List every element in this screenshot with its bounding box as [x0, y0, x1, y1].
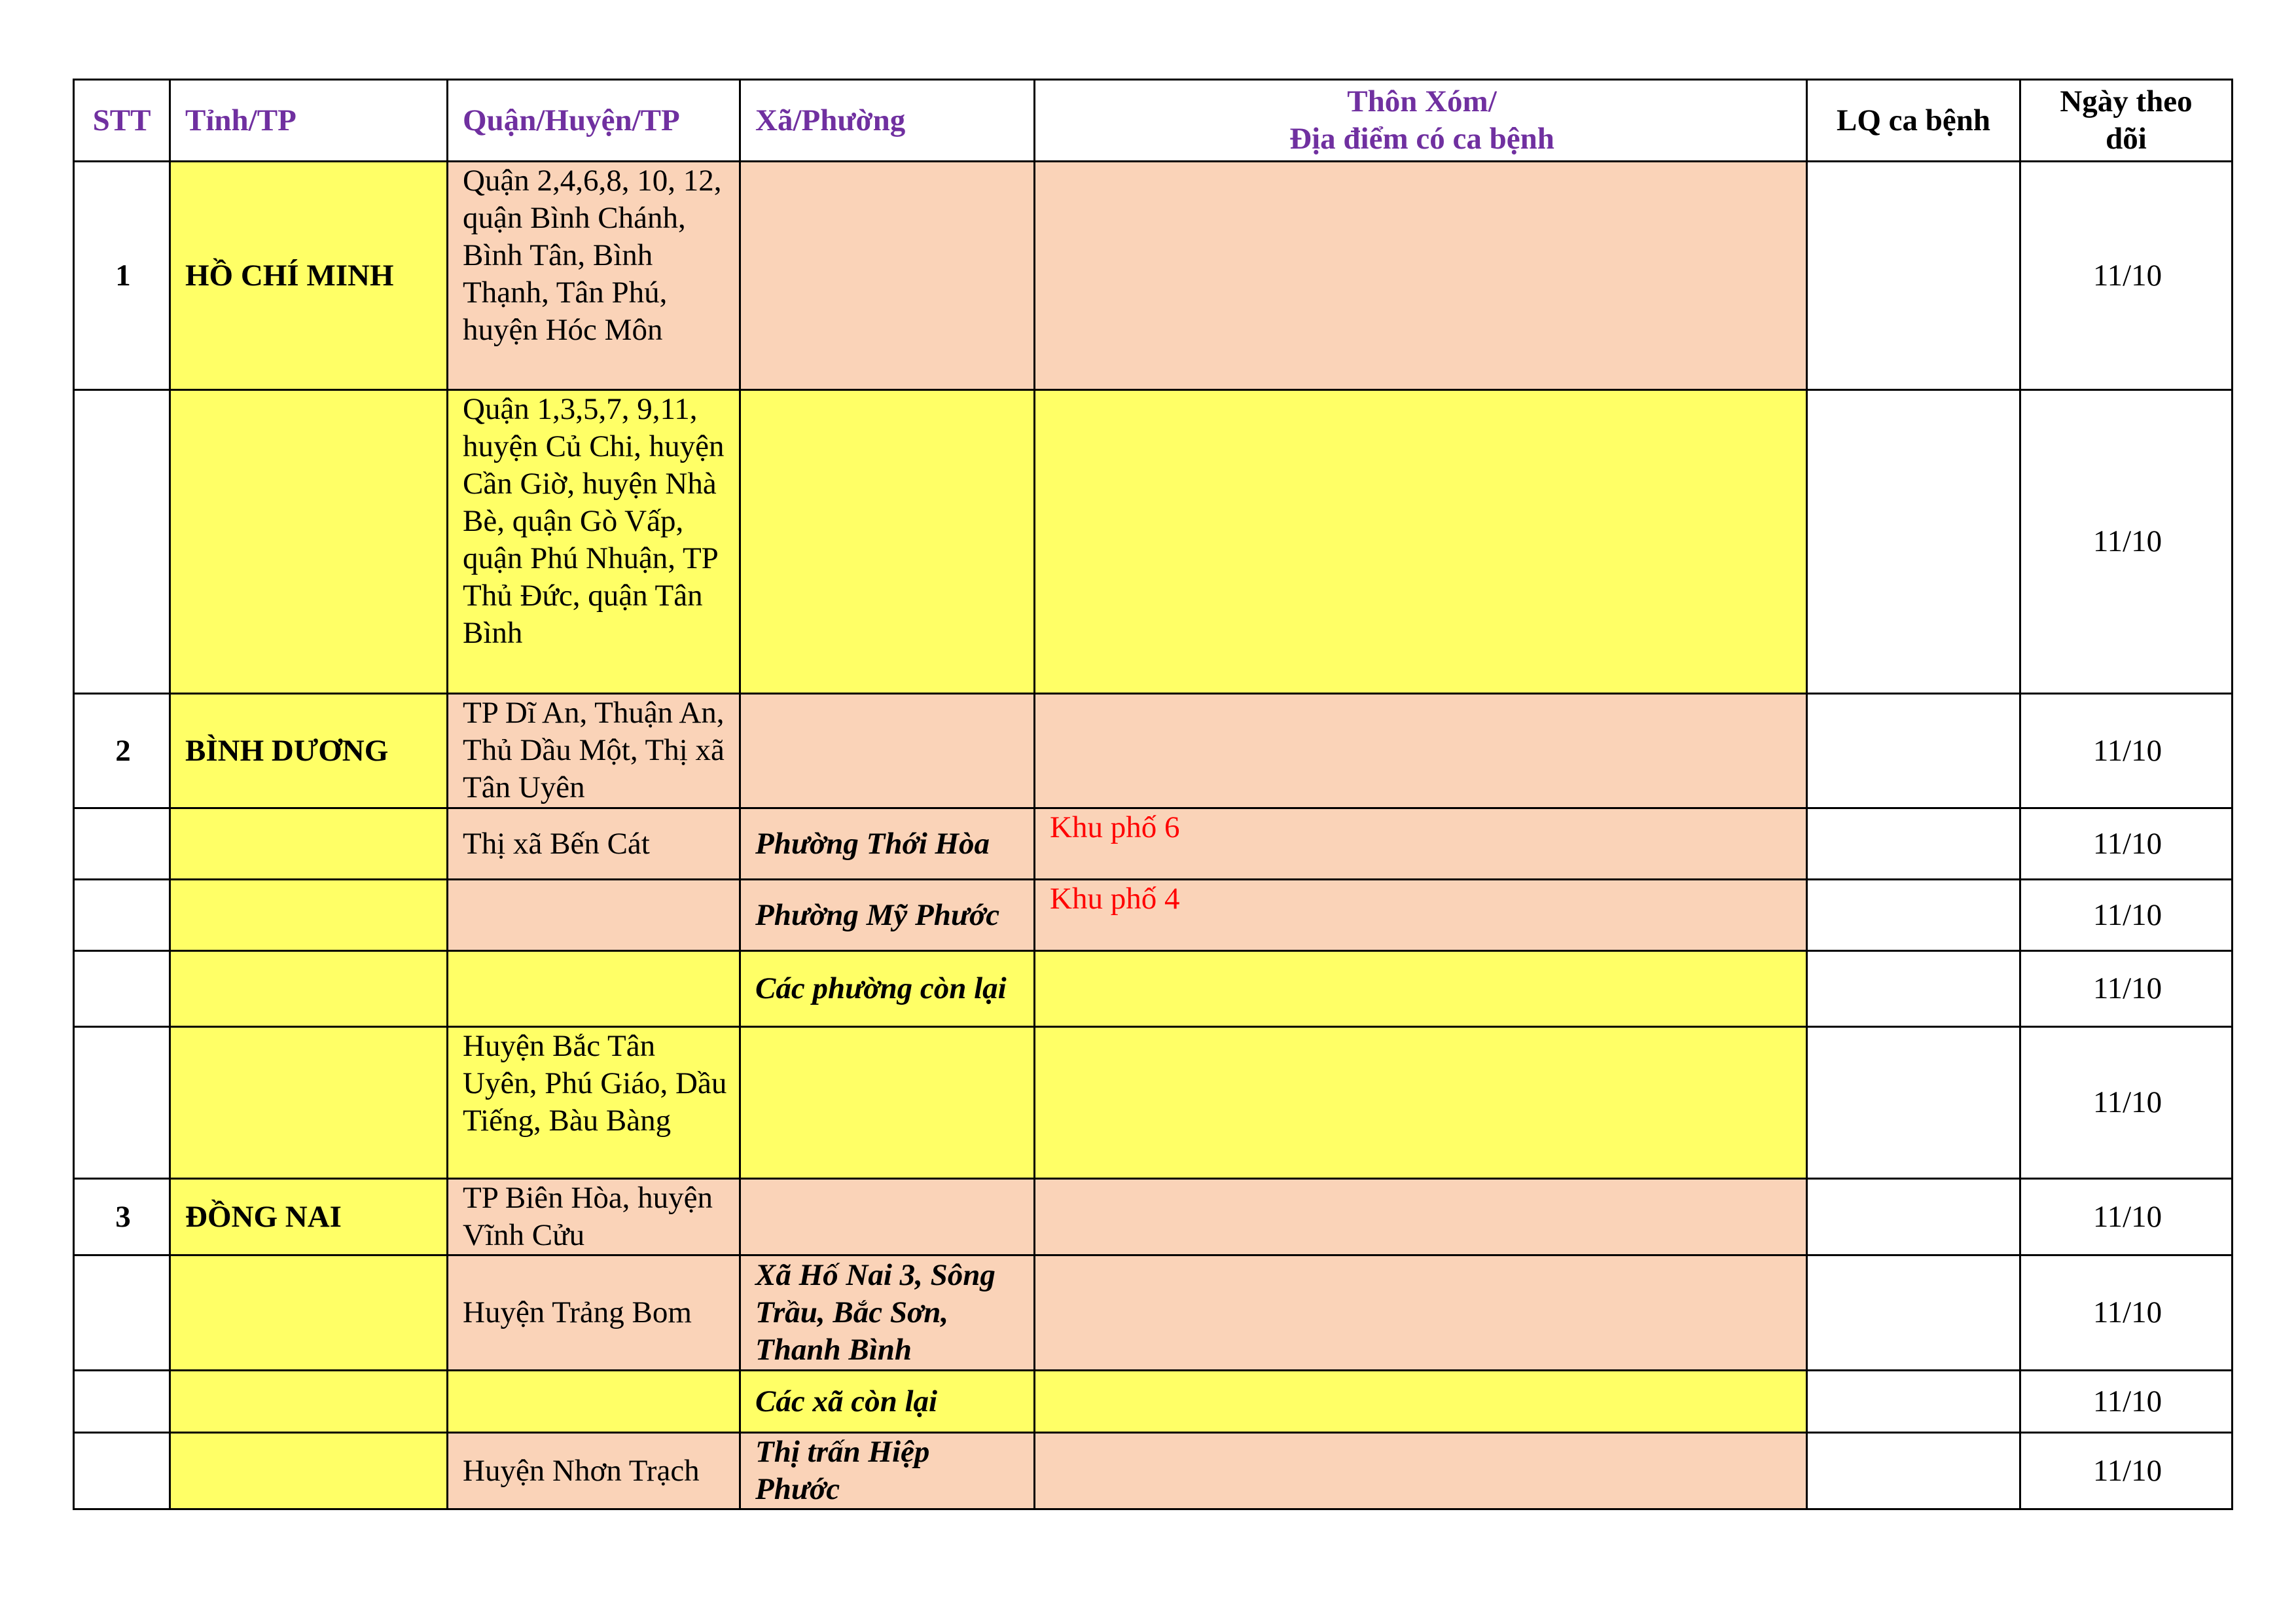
- province-cell: [170, 1371, 448, 1433]
- province-cell: ĐỒNG NAI: [170, 1179, 448, 1255]
- lq-cell: [1807, 880, 2020, 951]
- table-row: [74, 808, 2233, 880]
- stt-cell: 3: [74, 1179, 170, 1255]
- lq-cell: [1807, 1371, 2020, 1433]
- table-row: [74, 162, 2233, 390]
- lq-cell: [1807, 162, 2020, 390]
- place-cell: [1035, 1255, 1807, 1371]
- header-place: [1035, 80, 1807, 162]
- date-cell: 11/10: [2020, 1255, 2233, 1371]
- ward-cell: Thị trấn Hiệp Phước: [740, 1433, 1035, 1509]
- ward-cell: Các phường còn lại: [740, 951, 1035, 1027]
- lq-cell: [1807, 951, 2020, 1027]
- province-cell: [170, 808, 448, 880]
- header-ward: Xã/Phường: [740, 80, 1035, 162]
- district-cell: Huyện Trảng Bom: [448, 1255, 740, 1371]
- district-cell: [448, 1371, 740, 1433]
- place-cell: [1035, 1371, 1807, 1433]
- lq-cell: [1807, 1179, 2020, 1255]
- district-cell: Huyện Nhơn Trạch: [448, 1433, 740, 1509]
- date-cell: 11/10: [2020, 162, 2233, 390]
- stt-cell: [74, 880, 170, 951]
- date-cell: 11/10: [2020, 1371, 2233, 1433]
- date-cell: 11/10: [2020, 808, 2233, 880]
- table-row: [74, 1433, 2233, 1509]
- stt-cell: [74, 808, 170, 880]
- province-cell: [170, 880, 448, 951]
- district-cell: Quận 1,3,5,7, 9,11, huyện Củ Chi, huyện Cần Giờ, huyện Nhà Bè, quận Gò Vấp, quận Phú Nhuận, TP Thủ Đức, quận Tân Bình: [448, 390, 740, 694]
- stt-cell: [74, 1371, 170, 1433]
- header-row: [74, 80, 2233, 162]
- lq-cell: [1807, 390, 2020, 694]
- province-cell: [170, 1433, 448, 1509]
- district-cell: [448, 880, 740, 951]
- ward-cell: Phường Mỹ Phước: [740, 880, 1035, 951]
- date-cell: 11/10: [2020, 1433, 2233, 1509]
- table-row: [74, 1255, 2233, 1371]
- header-district: Quận/Huyện/TP: [448, 80, 740, 162]
- header-place-line1: Thôn Xóm/: [1347, 84, 1497, 118]
- place-cell: [1035, 1433, 1807, 1509]
- stt-cell: [74, 1027, 170, 1179]
- table-row: [74, 880, 2233, 951]
- stt-cell: [74, 390, 170, 694]
- table-row: [74, 390, 2233, 694]
- ward-cell: [740, 162, 1035, 390]
- ward-cell: Phường Thới Hòa: [740, 808, 1035, 880]
- lq-cell: [1807, 1027, 2020, 1179]
- stt-cell: [74, 1255, 170, 1371]
- province-cell: [170, 390, 448, 694]
- place-cell: [1035, 1027, 1807, 1179]
- table-row: [74, 694, 2233, 808]
- district-cell: Quận 2,4,6,8, 10, 12, quận Bình Chánh, Bình Tân, Bình Thạnh, Tân Phú, huyện Hóc Môn: [448, 162, 740, 390]
- ward-cell: [740, 694, 1035, 808]
- header-stt: STT: [74, 80, 170, 162]
- outbreak-table: [73, 79, 2233, 1510]
- stt-cell: 2: [74, 694, 170, 808]
- province-cell: HỒ CHÍ MINH: [170, 162, 448, 390]
- date-cell: 11/10: [2020, 880, 2233, 951]
- lq-cell: [1807, 808, 2020, 880]
- header-province: Tỉnh/TP: [170, 80, 448, 162]
- province-cell: [170, 1255, 448, 1371]
- lq-cell: [1807, 1433, 2020, 1509]
- place-cell: Khu phố 4: [1035, 880, 1807, 951]
- lq-cell: [1807, 694, 2020, 808]
- place-cell: [1035, 951, 1807, 1027]
- district-cell: TP Dĩ An, Thuận An, Thủ Dầu Một, Thị xã Tân Uyên: [448, 694, 740, 808]
- stt-cell: 1: [74, 162, 170, 390]
- table-row: [74, 1027, 2233, 1179]
- district-cell: TP Biên Hòa, huyện Vĩnh Cửu: [448, 1179, 740, 1255]
- place-cell: [1035, 162, 1807, 390]
- header-date: Ngày theo dõi: [2020, 80, 2233, 162]
- table-row: [74, 1179, 2233, 1255]
- stt-cell: [74, 951, 170, 1027]
- province-cell: [170, 951, 448, 1027]
- province-cell: BÌNH DƯƠNG: [170, 694, 448, 808]
- district-cell: [448, 951, 740, 1027]
- date-cell: 11/10: [2020, 1179, 2233, 1255]
- date-cell: 11/10: [2020, 951, 2233, 1027]
- lq-cell: [1807, 1255, 2020, 1371]
- district-cell: Thị xã Bến Cát: [448, 808, 740, 880]
- place-cell: [1035, 694, 1807, 808]
- place-cell: [1035, 1179, 1807, 1255]
- date-cell: 11/10: [2020, 694, 2233, 808]
- ward-cell: Các xã còn lại: [740, 1371, 1035, 1433]
- date-cell: 11/10: [2020, 1027, 2233, 1179]
- date-cell: 11/10: [2020, 390, 2233, 694]
- ward-cell: Xã Hố Nai 3, Sông Trầu, Bắc Sơn, Thanh Bình: [740, 1255, 1035, 1371]
- place-cell: Khu phố 6: [1035, 808, 1807, 880]
- header-place-line2: Địa điểm có ca bệnh: [1289, 122, 1554, 156]
- ward-cell: [740, 1179, 1035, 1255]
- place-cell: [1035, 390, 1807, 694]
- ward-cell: [740, 1027, 1035, 1179]
- stt-cell: [74, 1433, 170, 1509]
- province-cell: [170, 1027, 448, 1179]
- district-cell: Huyện Bắc Tân Uyên, Phú Giáo, Dầu Tiếng, Bàu Bàng: [448, 1027, 740, 1179]
- table-row: [74, 1371, 2233, 1433]
- table-row: [74, 951, 2233, 1027]
- header-lq: LQ ca bệnh: [1807, 80, 2020, 162]
- ward-cell: [740, 390, 1035, 694]
